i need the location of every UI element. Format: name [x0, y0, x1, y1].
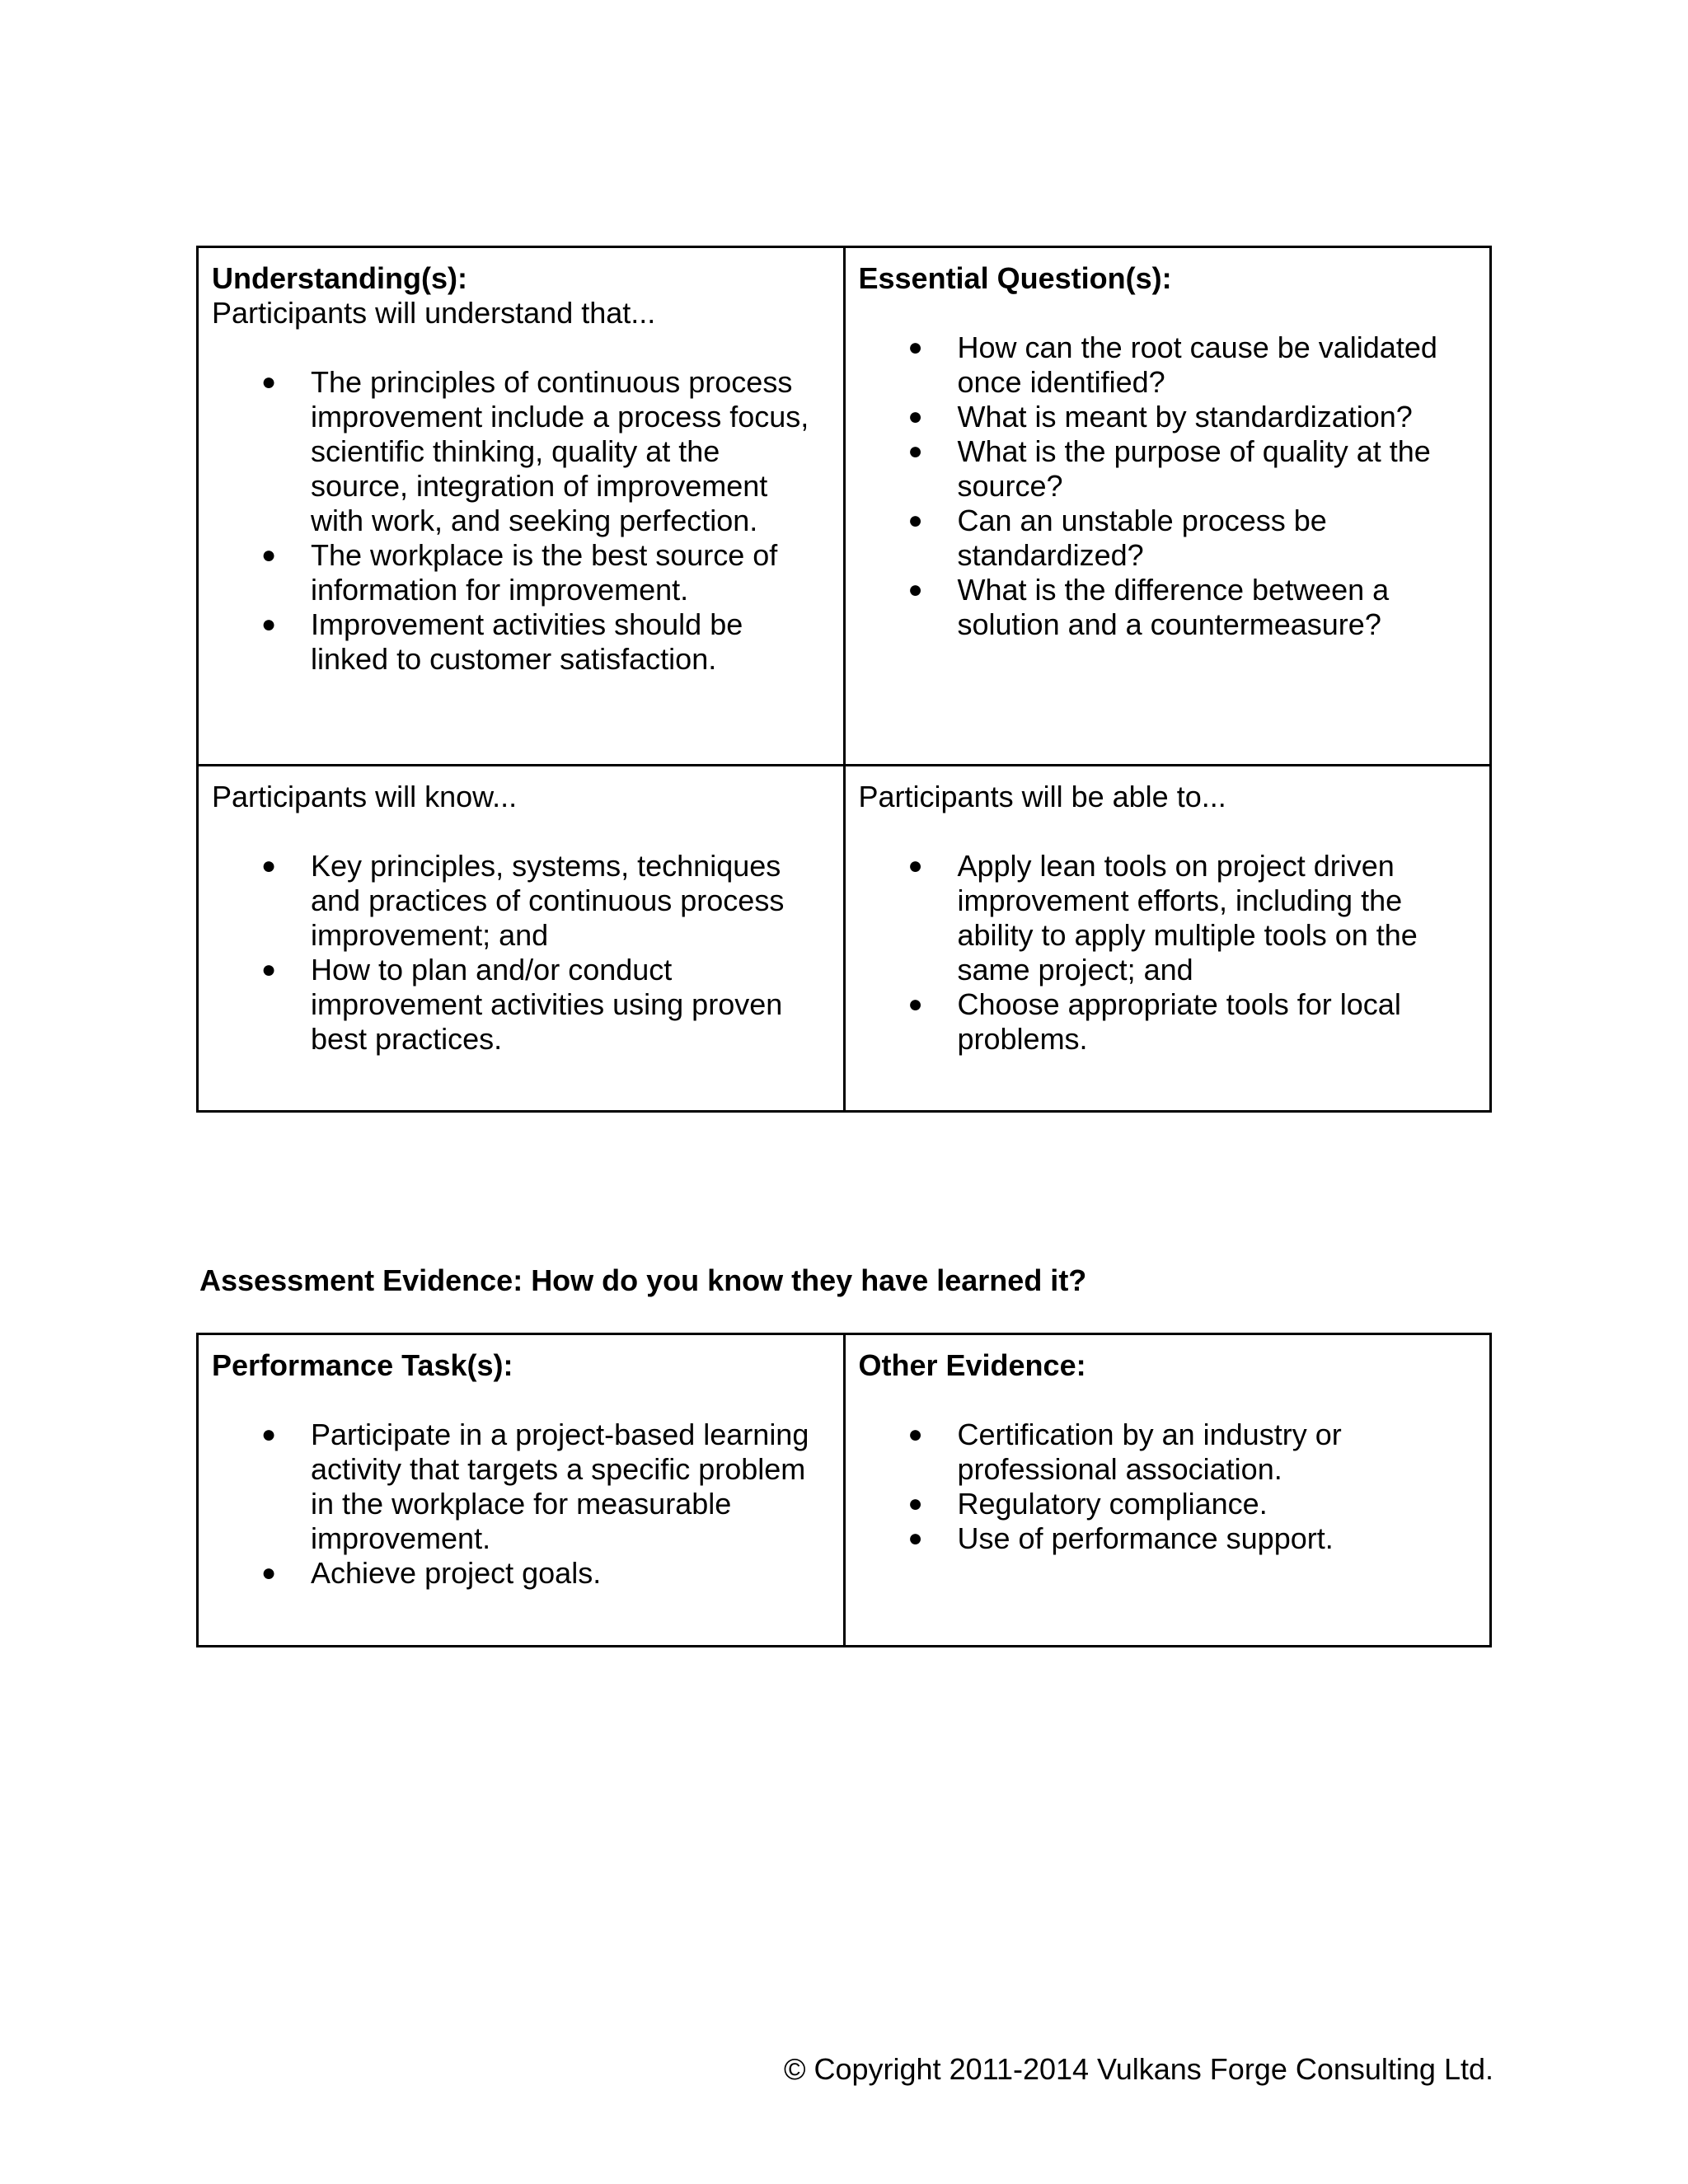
bullet-icon: ● [261, 1421, 277, 1448]
bullet-icon: ● [907, 1421, 923, 1448]
bullet-icon: ● [907, 576, 923, 603]
know-cell [198, 766, 845, 1112]
list-item [212, 365, 830, 538]
understandings-heading: Understanding(s): [212, 261, 467, 295]
list-item-text: Certification by an industry or professional association. [957, 1418, 1342, 1486]
list-item [212, 607, 830, 677]
list-item [859, 400, 1477, 434]
list-item [212, 849, 830, 953]
list-item-text: Use of performance support. [957, 1521, 1334, 1555]
bullet-icon: ● [907, 334, 923, 361]
list-item-text: The principles of continuous process improvement include a process focus, scientific thinking, quality at the source, integration of improvement with work, and seeking perfection. [311, 365, 809, 537]
list-item [859, 504, 1477, 573]
list-item-text: Choose appropriate tools for local problems. [957, 987, 1401, 1056]
list-item-text: How can the root cause be validated once identified? [957, 330, 1437, 399]
bullet-icon: ● [907, 507, 923, 534]
bullet-icon: ● [261, 368, 277, 396]
list-item [859, 987, 1477, 1057]
bullet-icon: ● [907, 438, 923, 465]
able-to-cell [844, 766, 1491, 1112]
understandings-intro: Participants will understand that... [212, 296, 656, 330]
list-item [859, 849, 1477, 987]
understandings-cell [198, 247, 845, 766]
essential-questions-cell [844, 247, 1491, 766]
able-to-list [859, 849, 1477, 1057]
table-row [198, 247, 1491, 766]
list-item-text: What is the purpose of quality at the source? [957, 434, 1431, 503]
list-item-text: Improvement activities should be linked to customer satisfaction. [311, 607, 743, 676]
assessment-title: Assessment Evidence: How do you know they have learned it? [199, 1263, 1087, 1297]
other-evidence-cell [844, 1334, 1491, 1647]
understanding-table [196, 246, 1492, 1113]
bullet-icon: ● [907, 1525, 923, 1552]
essential-questions-heading: Essential Question(s): [858, 261, 1172, 295]
list-item [212, 538, 830, 607]
bullet-icon: ● [907, 991, 923, 1018]
bullet-icon: ● [261, 852, 277, 879]
other-evidence-list [859, 1418, 1477, 1556]
know-list [212, 849, 830, 1057]
bullet-icon: ● [261, 956, 277, 983]
list-item-text: Key principles, systems, techniques and practices of continuous process improvement; and [311, 849, 785, 952]
list-item [859, 573, 1477, 642]
know-intro: Participants will know... [212, 780, 518, 813]
list-item-text: Regulatory compliance. [957, 1487, 1268, 1521]
list-item [212, 1556, 830, 1591]
table-row [198, 766, 1491, 1112]
list-item [859, 1487, 1477, 1521]
list-item [212, 953, 830, 1057]
copyright-footer: © Copyright 2011-2014 Vulkans Forge Consulting Ltd. [783, 2052, 1493, 2086]
performance-tasks-list [212, 1418, 830, 1591]
list-item-text: Can an unstable process be standardized? [957, 504, 1327, 572]
list-item [859, 1418, 1477, 1487]
understandings-list [212, 365, 830, 677]
bullet-icon: ● [261, 541, 277, 569]
bullet-icon: ● [261, 1559, 277, 1586]
list-item [859, 1521, 1477, 1556]
bullet-icon: ● [907, 852, 923, 879]
table-row [198, 1334, 1491, 1647]
list-item-text: Apply lean tools on project driven improvement efforts, including the ability to apply multiple tools on the same project; and [957, 849, 1418, 987]
assessment-table [196, 1333, 1492, 1647]
bullet-icon: ● [261, 611, 277, 638]
able-to-intro: Participants will be able to... [858, 780, 1226, 813]
other-evidence-heading: Other Evidence: [858, 1348, 1086, 1382]
list-item-text: The workplace is the best source of information for improvement. [311, 538, 778, 607]
list-item [859, 434, 1477, 504]
performance-tasks-cell [198, 1334, 845, 1647]
list-item-text: What is meant by standardization? [957, 400, 1413, 434]
list-item-text: Participate in a project-based learning activity that targets a specific problem in the workplace for measurable improvement. [311, 1418, 809, 1555]
list-item [212, 1418, 830, 1556]
performance-tasks-heading: Performance Task(s): [212, 1348, 513, 1382]
list-item [859, 330, 1477, 400]
bullet-icon: ● [907, 403, 923, 430]
bullet-icon: ● [907, 1490, 923, 1517]
list-item-text: What is the difference between a solution and a countermeasure? [957, 573, 1390, 641]
list-item-text: Achieve project goals. [311, 1556, 602, 1590]
list-item-text: How to plan and/or conduct improvement activities using proven best practices. [311, 953, 783, 1056]
essential-questions-list [859, 330, 1477, 642]
